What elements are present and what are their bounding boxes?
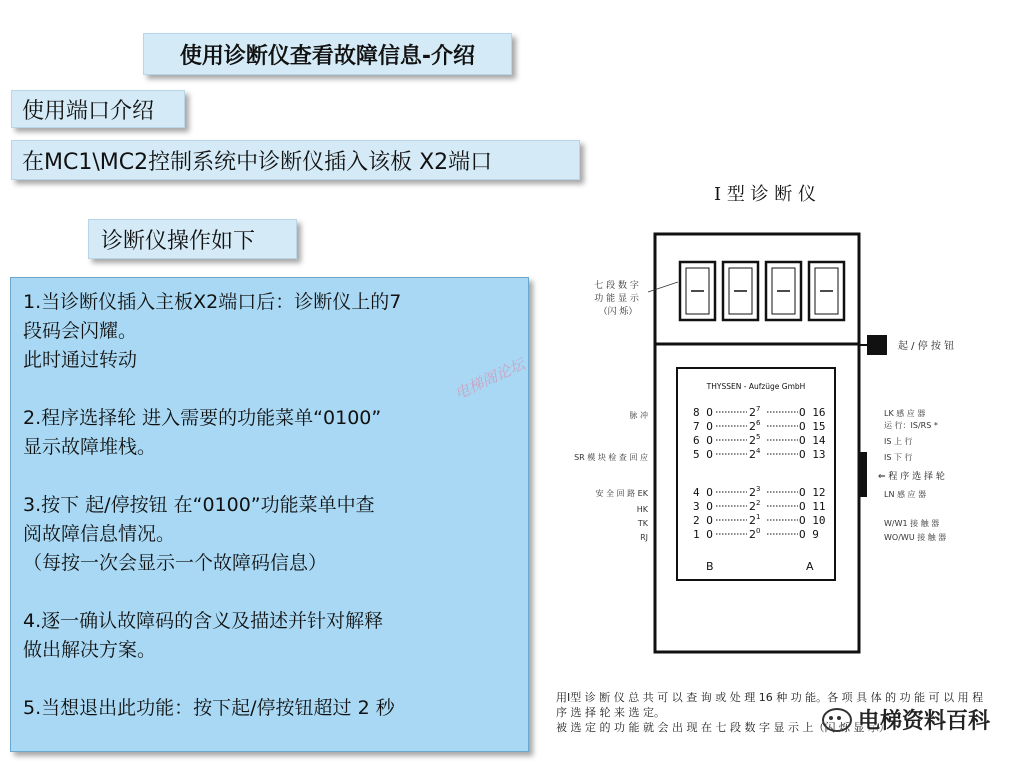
pin-b-7: 7 O: [693, 420, 713, 433]
step-3: 3.按下 起/停按钮 在“0100”功能菜单中查 阅故障信息情况。 （每按一次会显示一个故障码信息）: [23, 494, 375, 574]
column-a-label: A: [806, 560, 814, 573]
power-exponent: 3: [756, 485, 761, 493]
label-is-up: IS 上 行: [884, 437, 913, 446]
pin-a-16: O 16: [799, 406, 826, 419]
svg-text:七 段 数 字 功 能 显 示 （闪 烁）: [594, 279, 641, 317]
power-exponent: 6: [756, 419, 761, 427]
label-w-contactor: W/W1 接 触 器: [884, 519, 940, 528]
device-title: I 型 诊 断 仪: [714, 184, 816, 205]
start-stop-label: 起 / 停 按 钮: [898, 341, 955, 352]
label-is-down: IS 下 行: [884, 453, 913, 462]
operation-steps: [10, 277, 529, 752]
pin-a-10: O 10: [799, 514, 826, 527]
step-5: 5.当想退出此功能：按下起/停按钮超过 2 秒: [23, 697, 395, 719]
seg-label-line-3: （闪 烁）: [598, 307, 638, 317]
seven-segment-display: [680, 262, 844, 320]
pin-a-15: O 15: [799, 420, 826, 433]
source-logo: [822, 704, 990, 735]
pin-a-9: O 9: [799, 528, 819, 541]
wechat-icon: [822, 708, 852, 732]
pin-b-5: 5 O: [693, 448, 713, 461]
pin-b-1: 1 O: [693, 528, 713, 541]
program-selector-wheel: [859, 452, 867, 497]
label-rj: RJ: [640, 533, 648, 542]
label-run: 运 行：IS/RS *: [884, 421, 938, 430]
power-exponent: 1: [756, 513, 761, 521]
seg-label-line-2: 功 能 显 示: [594, 294, 639, 304]
forum-watermark: 电梯阁论坛: [451, 354, 528, 403]
power-label-4: $2^4$: [749, 447, 761, 461]
power-label-5: $2^5$: [749, 433, 761, 447]
pin-a-13: O 13: [799, 448, 826, 461]
diagnostic-device-diagram: [540, 170, 1024, 710]
logo-text: 电梯资料百科: [858, 709, 991, 734]
pin-a-11: O 11: [799, 500, 826, 513]
caption-line-2: 序 选 择 轮 来 选 定。: [556, 706, 665, 719]
seg-label-line-1: 七 段 数 字: [594, 281, 639, 291]
power-label-7: $2^7$: [749, 405, 761, 419]
power-label-1: $2^1$: [749, 513, 761, 527]
step-4: 4.逐一确认故障码的含义及描述并针对解释 做出解决方案。: [23, 610, 384, 661]
port-description: 在MC1\MC2控制系统中诊断仪插入该板 X2端口: [11, 140, 580, 180]
label-sr-module: SR 模 块 检 查 回 应: [574, 453, 648, 462]
start-stop-button: [867, 335, 887, 355]
caption-line-3: 被 选 定 的 功 能 就 会 出 现 在 七 段 数 字 显 示 上（闪 烁 显 示）: [556, 721, 890, 734]
power-exponent: 7: [756, 405, 761, 413]
column-b-label: B: [706, 560, 714, 573]
power-label-3: $2^3$: [749, 485, 761, 499]
caption-line-1: 用I型 诊 断 仪 总 共 可 以 查 询 或 处 理 16 种 功 能。各 项 具 体 的 功 能 可 以 用 程: [556, 691, 984, 704]
label-wo-contactor: WO/WU 接 触 器: [884, 533, 947, 542]
pin-b-3: 3 O: [693, 500, 713, 513]
port-heading: 使用端口介绍: [11, 90, 185, 128]
pin-b-4: 4 O: [693, 486, 713, 499]
label-ek: 安 全 回 路 EK: [595, 489, 648, 498]
pin-b-8: 8 O: [693, 406, 713, 419]
label-program-wheel: ⇐ 程 序 选 择 轮: [878, 472, 945, 482]
step-1: 1.当诊断仪插入主板X2端口后：诊断仪上的7 段码会闪耀。 此时通过转动: [23, 291, 402, 371]
pin-b-2: 2 O: [693, 514, 713, 527]
label-hk: HK: [636, 505, 648, 514]
power-exponent: 4: [756, 447, 761, 455]
power-exponent: 0: [756, 527, 761, 535]
power-label-6: $2^6$: [749, 419, 761, 433]
pin-a-12: O 12: [799, 486, 826, 499]
label-pulse: 脉 冲: [629, 411, 648, 420]
label-ln: LN 感 应 器: [884, 490, 927, 499]
operations-heading: 诊断仪操作如下: [88, 219, 297, 259]
power-label-0: $2^0$: [749, 527, 761, 541]
panel-title: THYSSEN - Aufzüge GmbH: [706, 382, 806, 391]
step-2: 2.程序选择轮 进入需要的功能菜单“0100” 显示故障堆栈。: [23, 407, 382, 458]
label-lk: LK 感 应 器: [884, 409, 926, 418]
label-tk: TK: [637, 519, 648, 528]
pin-rows: [693, 405, 826, 541]
power-exponent: 2: [756, 499, 761, 507]
slide-title: 使用诊断仪查看故障信息-介绍: [143, 33, 512, 75]
power-exponent: 5: [756, 433, 761, 441]
pin-b-6: 6 O: [693, 434, 713, 447]
inner-panel: [677, 368, 835, 580]
pin-a-14: O 14: [799, 434, 826, 447]
power-label-2: $2^2$: [749, 499, 761, 513]
